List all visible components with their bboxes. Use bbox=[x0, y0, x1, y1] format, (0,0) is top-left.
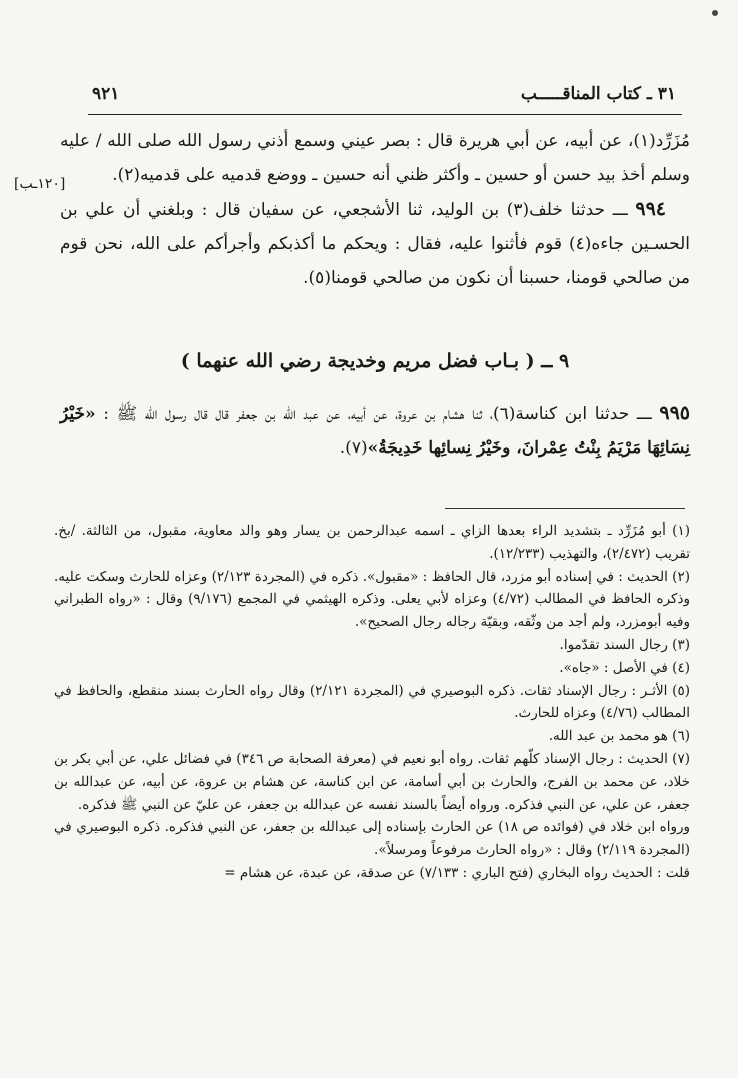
footnote-5: (٥) الأثـر : رجال الإسناد ثقات. ذكره البوصيري في (المجردة ٢/١٢١) وقال رواه الحارث بسند منقطع، والحافظ في المطالب (٤/٧٦) وعزاه للحارث. bbox=[54, 682, 690, 722]
footnote-2: (٢) الحديث : في إسناده أبو مزرد، قال الحافظ : «مقبول». ذكره في (المجردة ٢/١٢٣) وعزاه للحارث وسكت عليه. وذكره الحافظ في المطالب (٤/٧٢) وعزاه لأبي يعلى. وذكره الهيثمي في المجمع (٩/١٧٦) وقال : «رواه الطبراني وفيه أبومزرد، ولم أجد من وثّقه، وبقيّة رجاله رجال الصحيح». bbox=[54, 568, 691, 631]
footnote-7: (٧) الحديث : رجال الإسناد كلّهم ثقات. رواه أبو نعيم في (معرفة الصحابة ص ٣٤٦) في فضائل علي، عن أبي بكر بن خلاد، عن محمد بن الفرج، والحارث بن أبي أسامة، عن ابن كناسة، عن هشام بن عروة، عن أبيه، عن عبدالله بن جعفر، عن علي، عن النبي فذكره. ورواه أيضاً بالسند نفسه عن عبدالله بن جعفر، عن عليّ عن النبي ﷺ فذكره. bbox=[54, 750, 690, 813]
running-title: ٣١ ـ كتاب المناقـــــب bbox=[520, 84, 676, 104]
footnote-4: (٤) في الأصل : «جاه». bbox=[559, 659, 690, 676]
footnote-editor-note: قلت : الحديث رواه البخاري (فتح الباري : ٧/١٣٣) عن صدقة، عن عبدة، عن هشام = bbox=[224, 864, 690, 881]
header-rule bbox=[88, 114, 682, 115]
footnote-separator bbox=[445, 508, 685, 509]
page-speck bbox=[712, 10, 718, 16]
chapter-heading: ٩ ــ ( بـاب فضل مريم وخديجة رضي الله عنهما ) bbox=[180, 350, 570, 372]
footnote-3: (٣) رجال السند تقدّموا. bbox=[559, 636, 690, 653]
hadith-text-end: (٧). bbox=[339, 438, 368, 458]
footnote-7-continued: ورواه ابن خلاد في (فوائده ص ١٨) عن الحارث بإسناده إلى عبدالله بن جعفر، عن النبي فذكره. ذكره البوصيري في (المجردة ٢/١١٩) وقال : «رواه الحارث مرفوعاً ومرسلاً». bbox=[54, 819, 690, 859]
margin-folio-note: [١٢٠ـب] bbox=[14, 176, 66, 192]
running-header bbox=[92, 84, 676, 108]
footnote-6: (٦) هو محمد بن عبد الله. bbox=[548, 728, 690, 745]
footnote-1: (١) أبو مُزَرِّد ـ بتشديد الراء بعدها الزاي ـ اسمه عبدالرحمن بن يسار وهو والد معاوية، مقبول، من الثالثة. /بخ. تقريب (٢/٤٧٢)، والتهذيب (١٢/٢٣٣). bbox=[54, 523, 690, 562]
hadith-quote: «خَيْرُ نِسَائِهَا مَرْيَمُ بِنْتُ عِمْرانَ، وخَيْرُ نِسائِها خَدِيجَةُ» bbox=[60, 404, 690, 458]
hadith-number: ٩٩٤ bbox=[635, 198, 667, 220]
hadith-995 bbox=[60, 396, 690, 465]
continuation-paragraph: مُزَرِّد(١)، عن أبيه، عن أبي هريرة قال : بصر عيني وسمع أذني رسول الله صلى الله / عليه وسلم أخذ بيد حسن أو حسين ـ وأكثر ظني أنه حسين ـ ووضع قدميه على قدميه(٢). bbox=[60, 131, 690, 185]
page-number: ٩٢١ bbox=[92, 84, 120, 104]
main-text bbox=[60, 124, 690, 295]
footnotes bbox=[54, 520, 690, 885]
hadith-text: ـــ حدثنا ابن كناسة(٦)، ثنا هشام بن عروة، عن أبيه، عن عبد الله بن جعفر قال قال رسول الله ﷺ : bbox=[95, 404, 652, 424]
hadith-text: ـــ حدثنا خلف(٣) بن الوليد، ثنا الأشجعي، عن سفيان قال : وبلغني أن علي بن الحسـين جاءه(٤) قوم فأثنوا عليه، فقال : ويحكم ما أكذبكم وأجرأكم على الله، نحن قوم من صالحي قومنا، حسبنا أن نكون من صالحي قومنا(٥). bbox=[60, 200, 691, 288]
hadith-994 bbox=[60, 192, 690, 295]
hadith-number: ٩٩٥ bbox=[659, 402, 690, 424]
